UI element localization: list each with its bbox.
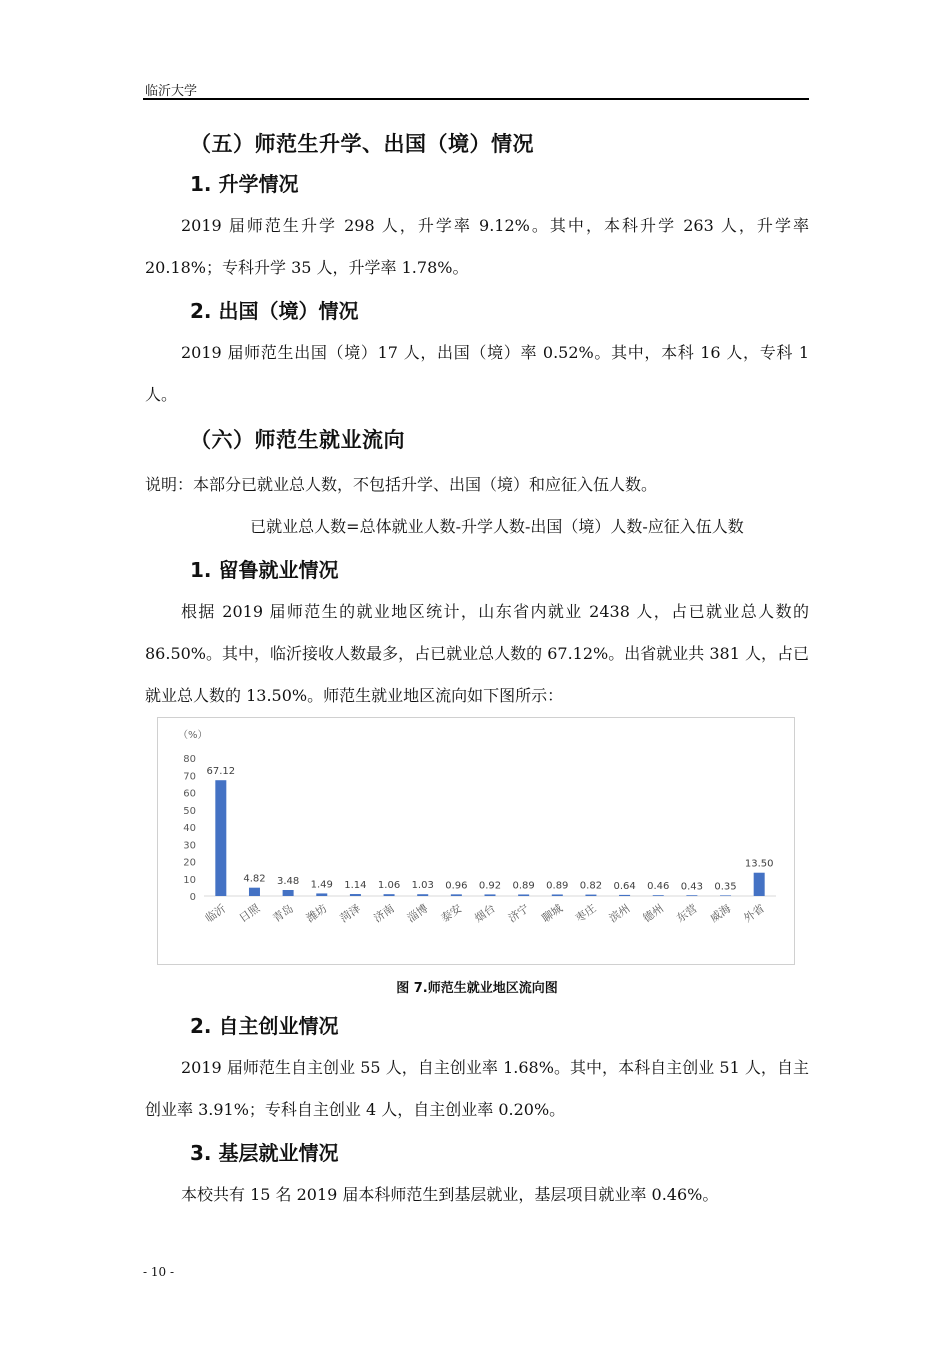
- x-tick-label: 济宁: [505, 901, 532, 926]
- subsection-title-further-study: 1. 升学情况: [190, 172, 299, 196]
- data-label: 0.43: [680, 881, 704, 893]
- data-label: 1.03: [411, 880, 434, 892]
- section-title-employment-flow: （六）师范生就业流向: [190, 428, 405, 452]
- bar-淄博: [417, 894, 428, 896]
- paragraph-abroad: 2019 届师范生出国（境）17 人，出国（境）率 0.52%。其中，本科 16 人，专科 1 人。: [145, 343, 809, 404]
- x-tick-label: 德州: [640, 901, 666, 926]
- x-tick-label: 临沂: [203, 901, 229, 926]
- paragraph-grassroots: 本校共有 15 名 2019 届本科师范生到基层就业，基层项目就业率 0.46%。: [181, 1185, 719, 1204]
- x-tick-label: 济南: [371, 901, 397, 926]
- bar-青岛: [283, 890, 294, 896]
- bar-烟台: [485, 894, 496, 896]
- data-label: 0.64: [613, 880, 636, 892]
- bar-潍坊: [316, 893, 327, 896]
- bar-聊城: [552, 894, 563, 896]
- x-tick-label: 枣庄: [573, 901, 599, 926]
- data-label: 4.82: [243, 873, 266, 885]
- bar-东营: [686, 895, 697, 896]
- bar-德州: [653, 895, 664, 896]
- y-tick-label: 70: [183, 771, 196, 783]
- paragraph-formula: 已就业总人数=总体就业人数-升学人数-出国（境）人数-应征入伍人数: [250, 517, 744, 536]
- x-tick-label: 威海: [707, 901, 734, 926]
- y-tick-label: 0: [189, 892, 196, 903]
- data-label: 0.96: [445, 880, 468, 892]
- bar-日照: [249, 888, 260, 896]
- y-tick-label: 30: [183, 840, 196, 852]
- data-label: 1.06: [377, 880, 401, 892]
- figure-caption: 图 7.师范生就业地区流向图: [396, 981, 558, 996]
- data-label: 1.14: [344, 880, 367, 892]
- header-title: 临沂大学: [145, 84, 198, 99]
- paragraph-further-study: 2019 届师范生升学 298 人，升学率 9.12%。其中，本科升学 263 人，升学率 20.18%；专科升学 35 人，升学率 1.78%。: [145, 216, 809, 277]
- subsection-title-shandong: 1. 留鲁就业情况: [190, 558, 339, 582]
- data-label: 0.82: [579, 880, 603, 892]
- paragraph-shandong: 根据 2019 届师范生的就业地区统计，山东省内就业 2438 人，占已就业总人数的 86.50%。其中，临沂接收人数最多，占已就业总人数的 67.12%。出省就业共 381 人，占已就业总人数的 13.50%。师范生就业地区流向如下图所示：: [145, 602, 809, 705]
- y-tick-label: 10: [183, 874, 196, 886]
- x-tick-label: 日照: [236, 901, 263, 926]
- x-tick-label: 潍坊: [304, 901, 330, 926]
- data-label: 0.92: [478, 880, 502, 892]
- employment-region-chart: [157, 717, 795, 965]
- data-label: 0.35: [714, 881, 737, 893]
- bar-滨州: [619, 895, 630, 896]
- y-tick-label: 60: [183, 788, 196, 800]
- x-tick-label: 青岛: [270, 901, 296, 926]
- x-tick-label: 外省: [741, 901, 767, 926]
- paragraph-note: 说明：本部分已就业总人数，不包括升学、出国（境）和应征入伍人数。: [145, 475, 658, 494]
- x-tick-label: 淄博: [404, 901, 431, 926]
- bar-威海: [720, 895, 731, 896]
- y-tick-label: 20: [183, 857, 196, 869]
- section-title-further-study: （五）师范生升学、出国（境）情况: [190, 132, 534, 156]
- bar-菏泽: [350, 894, 361, 896]
- bar-济南: [384, 894, 395, 896]
- data-label: 0.89: [546, 880, 569, 892]
- page-content: [145, 120, 809, 1216]
- bar-枣庄: [585, 895, 596, 896]
- y-axis-unit-label: （%）: [178, 730, 208, 741]
- bar-泰安: [451, 894, 462, 896]
- y-tick-label: 50: [183, 805, 196, 817]
- subsection-title-abroad: 2. 出国（境）情况: [190, 299, 359, 323]
- data-label: 67.12: [206, 766, 236, 778]
- data-label: 0.46: [647, 881, 670, 893]
- x-tick-label: 菏泽: [337, 901, 364, 926]
- chart-svg: [158, 718, 794, 964]
- page-header: [143, 78, 809, 100]
- y-tick-label: 40: [183, 823, 196, 834]
- bar-外省: [754, 873, 765, 896]
- bar-济宁: [518, 894, 529, 896]
- y-tick-label: 80: [183, 754, 196, 765]
- x-tick-label: 烟台: [472, 901, 498, 926]
- paragraph-entrepreneurship: 2019 届师范生自主创业 55 人，自主创业率 1.68%。其中，本科自主创业 51 人，自主创业率 3.91%；专科自主创业 4 人，自主创业率 0.20%。: [145, 1058, 809, 1119]
- data-label: 13.50: [744, 858, 774, 870]
- subsection-title-entrepreneurship: 2. 自主创业情况: [190, 1014, 339, 1038]
- x-tick-label: 聊城: [539, 901, 566, 926]
- x-tick-label: 泰安: [438, 901, 465, 926]
- page-number: - 10 -: [143, 1265, 175, 1279]
- x-tick-label: 滨州: [606, 901, 633, 926]
- data-label: 1.49: [310, 879, 333, 891]
- subsection-title-grassroots: 3. 基层就业情况: [190, 1141, 339, 1165]
- bar-临沂: [215, 780, 226, 896]
- x-tick-label: 东营: [674, 901, 700, 926]
- data-label: 0.89: [512, 880, 535, 892]
- data-label: 3.48: [276, 875, 300, 887]
